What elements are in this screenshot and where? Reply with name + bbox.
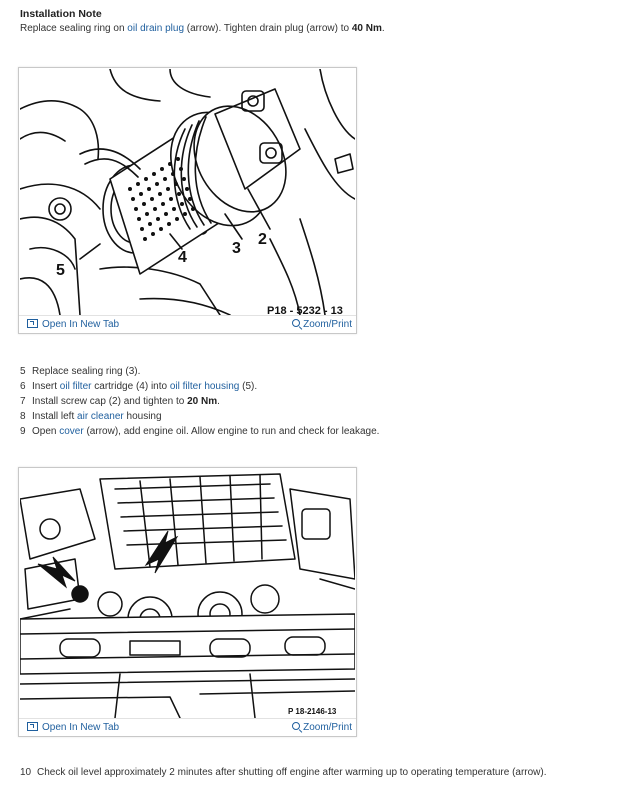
figure2-zoom-label: Zoom/Print [303,722,352,733]
step-text: (arrow), add engine oil. Allow engine to run and check for leakage. [83,426,380,437]
step-number: 10 [20,767,32,778]
oil-filter-illustration[interactable] [20,69,355,315]
note-text-a: Replace sealing ring on [20,23,128,34]
step-number: 6 [20,381,26,392]
step-text: . [217,396,220,407]
step-text: Insert [32,381,60,392]
step-number: 7 [20,396,26,407]
installation-note-title: Installation Note [20,8,102,20]
installation-note-text [20,23,385,34]
engine-illustration[interactable] [20,469,355,718]
oil-filter-housing-link[interactable]: oil filter housing [169,381,240,392]
step-5 [20,364,379,379]
step-text: cartridge (4) into [91,381,170,392]
callout-2: 2 [258,231,267,248]
air-cleaner-link[interactable]: air cleaner [77,411,124,422]
step-6 [20,379,379,394]
callout-4: 4 [178,249,187,266]
figure2-toolbar [19,718,356,736]
open-tab-icon [27,319,38,328]
step-text: Install screw cap (2) and tighten to [32,396,188,407]
step-value: 20 Nm [187,396,218,407]
figure-oil-filter [18,67,357,334]
step-7 [20,394,379,409]
note-text-b: (arrow). Tighten drain plug (arrow) to [184,23,352,34]
magnifier-icon [292,319,300,327]
step-text: housing [123,411,162,422]
engine-drawing [20,469,355,718]
step-number: 9 [20,426,26,437]
oil-drain-plug-link[interactable]: oil drain plug [127,23,185,34]
magnifier-icon [292,722,300,730]
step-number: 5 [20,366,26,377]
figure1-open-label: Open In New Tab [42,319,120,330]
steps-list [20,364,379,439]
figure1-zoom-link[interactable] [292,319,352,330]
step-text: (5). [239,381,258,392]
oil-filter-link[interactable]: oil filter [59,381,92,392]
step-10 [20,767,547,778]
callout-5: 5 [56,262,65,279]
step-9 [20,424,379,439]
step-text: Open [32,426,60,437]
figure1-zoom-label: Zoom/Print [303,319,352,330]
figure1-toolbar [19,315,356,333]
oil-filter-drawing [20,69,355,315]
figure2-id: P 18-2146-13 [288,707,337,716]
figure2-zoom-link[interactable] [292,722,352,733]
note-torque: 40 Nm [351,23,382,34]
callout-3: 3 [232,240,241,257]
figure1-id: P18 - 5232 - 13 [267,305,343,315]
figure2-open-label: Open In New Tab [42,722,120,733]
step-text: Replace sealing ring (3). [32,366,141,377]
step-number: 8 [20,411,26,422]
figure2-open-tab-link[interactable] [27,722,119,733]
cover-link[interactable]: cover [59,426,84,437]
step-8 [20,409,379,424]
step-text: Install left [32,411,78,422]
note-text-c: . [381,23,385,34]
step-text: Check oil level approximately 2 minutes after shutting off engine after warming up to operating temperature (arrow). [37,767,547,778]
figure1-open-tab-link[interactable] [27,319,119,330]
open-tab-icon [27,722,38,731]
figure-engine [18,467,357,737]
